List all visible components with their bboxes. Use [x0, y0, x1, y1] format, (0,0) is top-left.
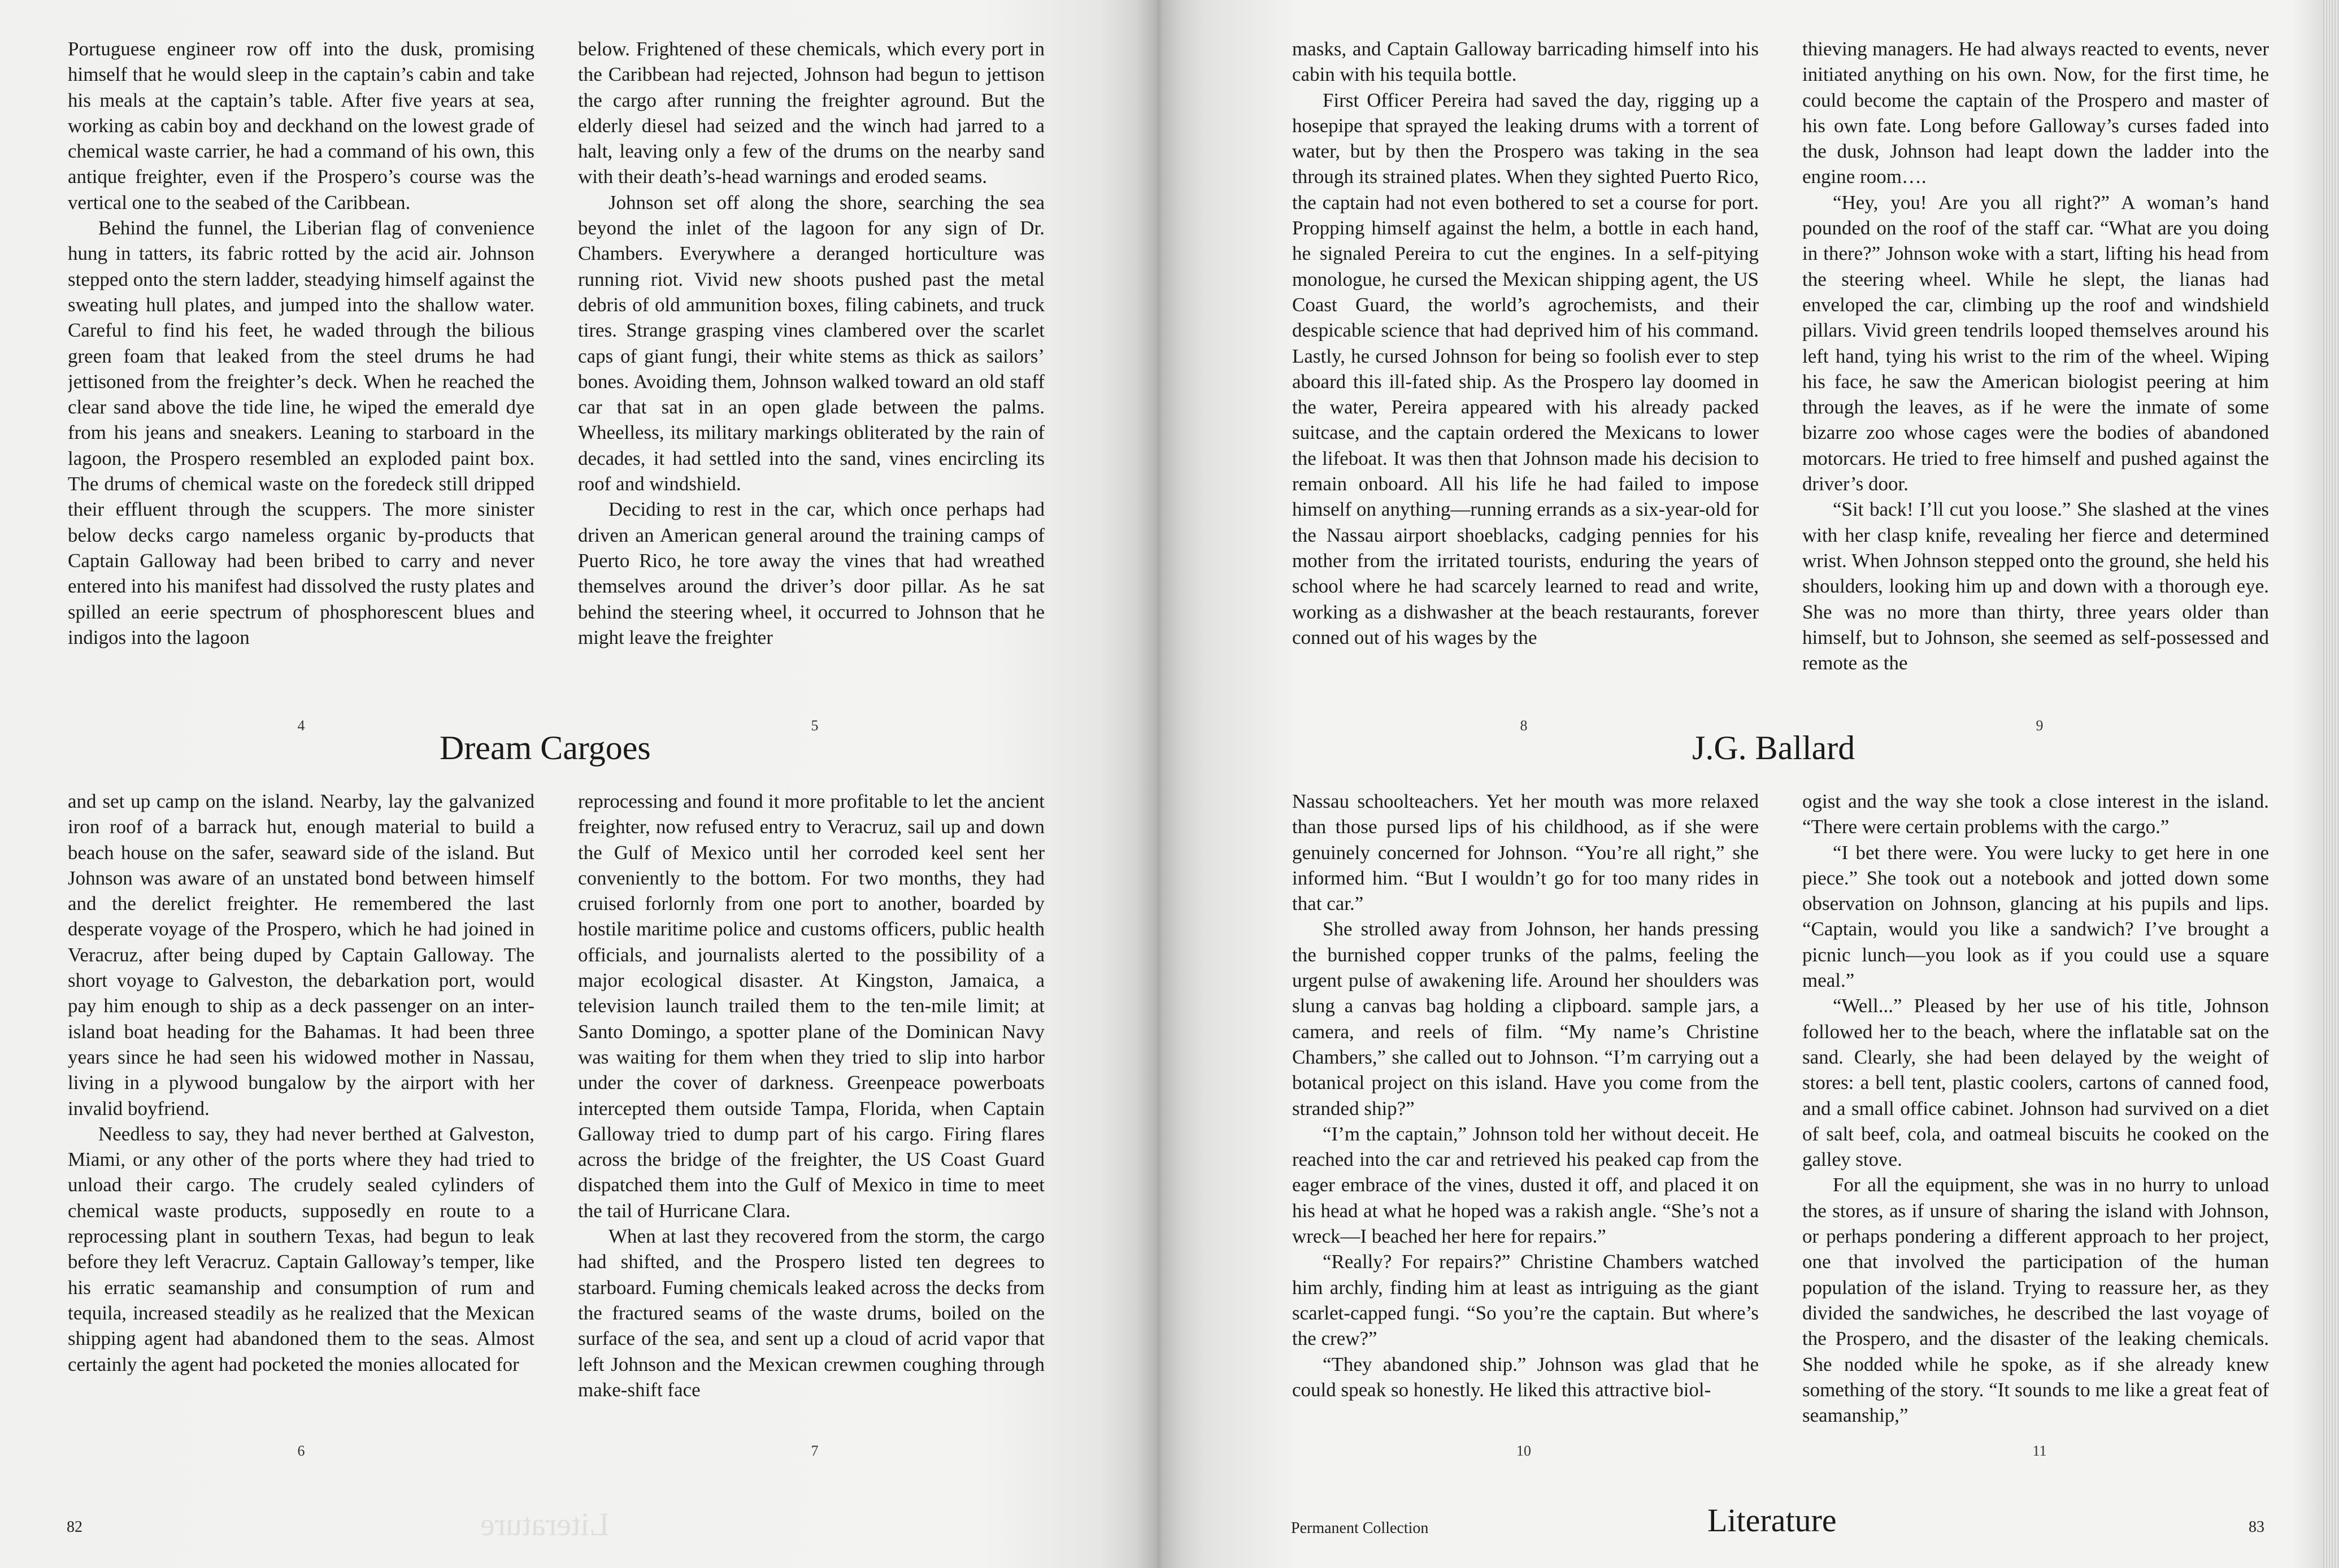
paragraph: “Really? For repairs?” Christine Chambers watched him archly, finding him at least as intriguing as the giant scarlet-capped fungi. “So you’re the captain. But where’s the crew?” — [1292, 1251, 1759, 1350]
paragraph: “Hey, you! Are you all right?” A woman’s hand pounded on the roof of the staff car. “What are you doing in there?” Johnson woke with a start, lifting his head from the steering wheel. While he slept, the lianas had enveloped the car, climbing up the roof and windshield pillars. Vivid green tendrils looped themselves around his left hand, tying his wrist to the rim of the wheel. Wiping his face, he saw the American biologist peering at him through the leaves, as if he were the inmate of some bizarre zoo whose cages were the bodies of abandoned motorcars. He tried to free himself and pushed against the driver’s door. — [1802, 191, 2269, 495]
column-page-5 — [578, 36, 1045, 714]
paragraph: Johnson set off along the shore, searching the sea beyond the inlet of the lagoon for any sign of Dr. Chambers. Everywhere a deranged horticulture was running riot. Vivid new shoots pushed past the metal debris of old ammunition boxes, filing cabinets, and truck tires. Strange grasping vines clambered over the scarlet caps of giant fungi, their white stems as thick as sailors’ bones. Avoiding them, Johnson walked toward an old staff car that sat in an open glade between the palms. Wheelless, its military markings obliterated by the rain of decades, it had settled into the sand, vines encircling its roof and windshield. — [578, 191, 1045, 495]
paragraph: ogist and the way she took a close interest in the island. “There were certain problems with the cargo.” — [1802, 790, 2269, 838]
column-page-4 — [68, 36, 534, 714]
paragraph: First Officer Pereira had saved the day, rigging up a hosepipe that sprayed the leaking drums with a torrent of water, but by then the Prospero was taking in the sea through its strained plates. When they sighted Puerto Rico, the captain had not even bothered to set a course for port. Propping himself against the helm, a bottle in each hand, he signaled Pereira to cut the engines. In a self-pitying monologue, he cursed the Mexican shipping agent, the US Coast Guard, the world’s agrochemists, and their despicable science that had deprived him of his command. Lastly, he cursed Johnson for being so foolish ever to step aboard this ill-fated ship. As the Prospero lay doomed in the water, Pereira appeared with his already packed suitcase, and the captain ordered the Mexicans to lower the lifeboat. It was then that Johnson made his decision to remain onboard. All his life he had failed to impose himself on anything—running errands as a six-year-old for the Nassau airport shoeblacks, cadging pennies for his mother from the irritated tourists, enduring the years of school where he had scarcely learned to read and write, working as a dishwasher at the beach restaurants, forever conned out of his wages by the — [1292, 89, 1759, 648]
page-number-5: 5 — [811, 717, 819, 734]
page-number-8: 8 — [1520, 717, 1528, 734]
column-page-8 — [1292, 36, 1759, 714]
paragraph: Deciding to rest in the car, which once perhaps had driven an American general around the training camps of Puerto Rico, he tore away the vines that had wreathed themselves around the driver’s door pillar. As he sat behind the steering wheel, it occurred to Johnson that he might leave the freighter — [578, 498, 1045, 648]
page-edges — [2323, 0, 2339, 1568]
column-page-11 — [1802, 789, 2269, 1438]
paragraph: and set up camp on the island. Nearby, lay the galvanized iron roof of a barrack hut, enough material to build a beach house on the safer, seaward side of the island. But Johnson was aware of an unstated bond between himself and the derelict freighter. He remembered the last desperate voyage of the Prospero, which he had joined in Veracruz, after being duped by Captain Galloway. The short voyage to Galveston, the debarkation port, would pay him enough to ship as a deck passenger on an inter-island boat heading for the Bahamas. It had been three years since he had seen his widowed mother in Nassau, living in a plywood bungalow by the airport with her invalid boyfriend. — [68, 790, 534, 1120]
page-number-4: 4 — [297, 717, 305, 734]
author-name: J.G. Ballard — [1692, 729, 1855, 766]
paragraph: reprocessing and found it more profitable to let the ancient freighter, now refused entry to Veracruz, sail up and down the Gulf of Mexico until her corroded keel sent her conveniently to the bottom. For two months, they had cruised forlornly from one port to another, boarded by hostile maritime police and customs officers, public health officials, and journalists alerted to the possibility of a major ecological disaster. At Kingston, Jamaica, a television launch trailed them to the ten-mile limit; at Santo Domingo, a spotter plane of the Dominican Navy was waiting for them when they tried to slip into harbor under the cover of darkness. Greenpeace powerboats intercepted them outside Tampa, Florida, when Captain Galloway tried to dump part of his cargo. Firing flares across the bridge of the freighter, the US Coast Guard dispatched them into the Gulf of Mexico in time to meet the tail of Hurricane Clara. — [578, 790, 1045, 1222]
right-page — [1158, 0, 2339, 1568]
folio-left: 82 — [67, 1518, 82, 1536]
paragraph: below. Frightened of these chemicals, which every port in the Caribbean had rejected, Johnson had begun to jettison the cargo after running the freighter aground. But the elderly diesel had seized and the winch had jarred to a halt, leaving only a few of the drums on the nearby sand with their death’s-head warnings and eroded seams. — [578, 38, 1045, 188]
paragraph: “Sit back! I’ll cut you loose.” She slashed at the vines with her clasp knife, revealing her fierce and determined wrist. When Johnson stepped onto the ground, she held his shoulders, looking him up and down with a thorough eye. She was no more than thirty, three years older than himself, but to Johnson, she seemed as self-possessed and remote as the — [1802, 498, 2269, 674]
paragraph: thieving managers. He had always reacted to events, never initiated anything on his own. Now, for the first time, he could become the captain of the Prospero and master of his own fate. Long before Galloway’s curses faded into the dusk, Johnson had leapt down the ladder into the engine room…. — [1802, 38, 2269, 188]
paragraph: Behind the funnel, the Liberian flag of convenience hung in tatters, its fabric rotted by the acid air. Johnson stepped onto the stern ladder, steadying himself against the sweating hull plates, and jumped into the shallow water. Careful to find his feet, he waded through the bilious green foam that leaked from the steel drums he had jettisoned from the freighter’s deck. When he reached the clear sand above the tide line, he wiped the emerald dye from his jeans and sneakers. Leaning to starboard in the lagoon, the Prospero resembled an exploded paint box. The drums of chemical waste on the foredeck still dripped their effluent through the scuppers. The more sinister below decks cargo nameless organic by-products that Captain Galloway had been bribed to carry and never entered into his manifest had dissolved the rusty plates and spilled an eerie spectrum of phosphorescent blues and indigos into the lagoon — [68, 217, 534, 648]
page-number-7: 7 — [811, 1443, 819, 1459]
column-page-10 — [1292, 789, 1759, 1438]
paragraph: “I’m the captain,” Johnson told her without deceit. He reached into the car and retrieved his peaked cap from the eager embrace of the vines, dusted it off, and placed it on his head at what he hoped was a rakish angle. “She’s not a wreck—I beached her here for repairs.” — [1292, 1122, 1759, 1248]
paragraph: She strolled away from Johnson, her hands pressing the burnished copper trunks of the palms, feeling the urgent pulse of awakening life. Around her shoulders was slung a canvas bag holding a clipboard. sample jars, a camera, and reels of film. “My name’s Christine Chambers,” she called out to Johnson. “I’m carrying out a botanical project on this island. Have you come from the stranded ship?” — [1292, 918, 1759, 1120]
paragraph: “Well...” Pleased by her use of his title, Johnson followed her to the beach, where the inflatable sat on the sand. Clearly, she had been delayed by the weight of stores: a bell tent, plastic coolers, cartons of canned food, and a small office cabinet. Johnson had survived on a diet of salt beef, cola, and oatmeal biscuits he cooked on the galley stove. — [1802, 995, 2269, 1171]
paragraph: For all the equipment, she was in no hurry to unload the stores, as if unsure of sharing the island with Johnson, or perhaps pondering a different approach to her project, one that involved the participation of the human population of the island. Trying to reassure her, as they divided the sandwiches, he described the last voyage of the Prospero, and the disaster of the leaking chemicals. She nodded while he spoke, as if she already knew something of the story. “It sounds to me like a great feat of seamanship,” — [1802, 1174, 2269, 1427]
column-page-9 — [1802, 36, 2269, 714]
left-page — [0, 0, 1158, 1568]
collection-label: Permanent Collection — [1291, 1519, 1429, 1537]
book-gutter — [1136, 0, 1181, 1568]
column-page-6 — [68, 789, 534, 1438]
story-title: Dream Cargoes — [440, 729, 651, 766]
paragraph: Needless to say, they had never berthed at Galveston, Miami, or any other of the ports where they had tried to unload their cargo. The crudely sealed cylinders of chemical waste products, supposedly en route to a reprocessing plant in southern Texas, had begun to leak before they left Veracruz. Captain Galloway’s temper, like his erratic seamanship and consumption of rum and tequila, increased steadily as he realized that the Mexican shipping agent had abandoned them to the seas. Almost certainly the agent had pocketed the monies allocated for — [68, 1122, 534, 1375]
show-through-text: Literature — [480, 1506, 610, 1543]
paragraph: “They abandoned ship.” Johnson was glad that he could speak so honestly. He liked this attractive biol- — [1292, 1353, 1759, 1401]
folio-right: 83 — [2249, 1518, 2264, 1536]
paragraph: Nassau schoolteachers. Yet her mouth was more relaxed than those pursed lips of his childhood, as if she were genuinely concerned for Johnson. “You’re all right,” she informed him. “But I wouldn’t go for too many rides in that car.” — [1292, 790, 1759, 915]
paragraph: When at last they recovered from the storm, the cargo had shifted, and the Prospero listed ten degrees to starboard. Fuming chemicals leaked across the decks from the fractured seams of the waste drums, boiled on the surface of the sea, and sent up a cloud of acrid vapor that left Johnson and the Mexican crewmen coughing through make-shift face — [578, 1225, 1045, 1401]
paragraph: “I bet there were. You were lucky to get here in one piece.” She took out a notebook and jotted down some observation on Johnson, glancing at his pupils and lips. “Captain, would you like a sandwich? I’ve brought a picnic lunch—you look as if you could use a square meal.” — [1802, 841, 2269, 992]
section-title: Literature — [1707, 1502, 1837, 1539]
page-number-11: 11 — [2032, 1443, 2047, 1459]
page-number-6: 6 — [297, 1443, 305, 1459]
page-number-9: 9 — [2036, 717, 2044, 734]
column-page-7 — [578, 789, 1045, 1438]
page-number-10: 10 — [1516, 1443, 1531, 1459]
paragraph: Portuguese engineer row off into the dusk, promising himself that he would sleep in the captain’s cabin and take his meals at the captain’s table. After five years at sea, working as cabin boy and deckhand on the lowest grade of chemical waste carrier, he had a command of his own, this antique freighter, even if the Prospero’s course was the vertical one to the seabed of the Caribbean. — [68, 38, 534, 214]
paragraph: masks, and Captain Galloway barricading himself into his cabin with his tequila bottle. — [1292, 38, 1759, 86]
